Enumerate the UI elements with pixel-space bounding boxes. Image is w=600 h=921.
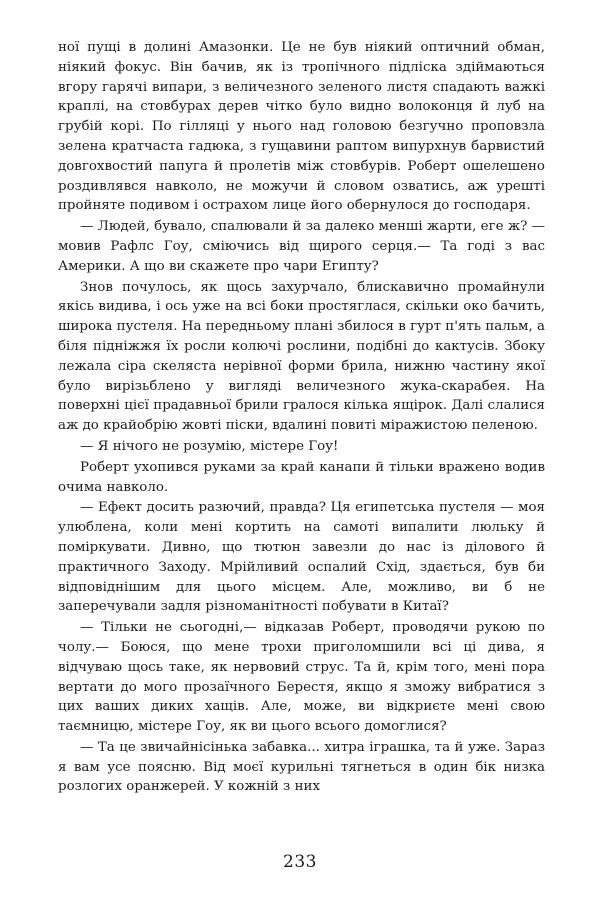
paragraph-8: — Та це звичайнісінька забавка... хитра іграшка, та й уже. Зараз я вам усе поясню. Від моєї курильні тягнеться в один бік низка розлогих оранжерей. У кожній з них xyxy=(58,739,545,795)
page-number: 233 xyxy=(283,852,317,872)
paragraph-5: Роберт ухопився руками за край канапи й тільки вражено водив очима навколо. xyxy=(58,459,545,495)
paragraph-3: Знов почулось, як щось захурчало, блискавично промайнули якісь видива, і ось уже на всі боки простяглася, скільки око бачить, широка пустеля. На передньому плані збилося в гурт п'ять пальм, а біля підніжжя їх росли колючі рослини, подібні до кактусів. Збоку лежала сіра скеляста нерівної форми брила, нижню частину якої було вирізьблено у вигляді величезного жука-скарабея. На поверхні цієї прадавньої брили гралося кілька ящірок. Далі слалися аж до крайобрію жовті піски, вдалині повиті міражистою пеленою. xyxy=(58,279,545,434)
paragraph-4: — Я нічого не розумію, містере Гоу! xyxy=(80,438,339,454)
page-body xyxy=(58,38,545,797)
paragraph-1: ної пущі в долині Амазонки. Це не був ніякий оптичний обман, ніякий фокус. Він бачив, як із тропічного підліска здіймаються вгору гарячі випари, з величезного зеленого листя спадають важкі краплі, на стовбурах дерев чітко було видно волоконця й луб на грубій корі. По гілляці у нього над головою безгучно проповзла зелена кратчаста гадюка, з гущавини раптом випурхнув барвистий довгохвостий папуга й пролетів між стовбурів. Роберт ошелешено роздивлявся навколо, не можучи й словом озватись, аж урешті пройняте подивом і острахом лице його обернулося до господаря. xyxy=(58,40,545,214)
paragraph-6: — Ефект досить разючий, правда? Ця египетська пустеля — моя улюблена, коли мені кортить на самоті випалити люльку й поміркувати. Дивно, що тютюн завезли до нас із ділового й практичного Заходу. Мрійливий оспалий Схід, здається, був би відповіднішим для цього місцем. Але, можливо, ви б не заперечували задля різноманітності побувати в Китаї? xyxy=(58,500,545,615)
paragraph-7: — Тільки не сьогодні,— відказав Роберт, проводячи рукою по чолу.— Боюся, що мене трохи приголомшили всі ці дива, я відчуваю щось таке, як нервовий струс. Та й, крім того, мені пора вертати до мого прозаїчного Берестя, якщо я зможу вибратися з цих ваших диких хащів. Але, може, ви відкриєте мені свою таємницю, містере Гоу, як ви цього всього домоглися? xyxy=(58,620,545,735)
paragraph-2: — Людей, бувало, спалювали й за далеко менші жарти, еге ж? — мовив Рафлс Гоу, сміючись від щирого серця.— Та годі з вас Америки. А що ви скажете про чари Египту? xyxy=(58,219,545,274)
